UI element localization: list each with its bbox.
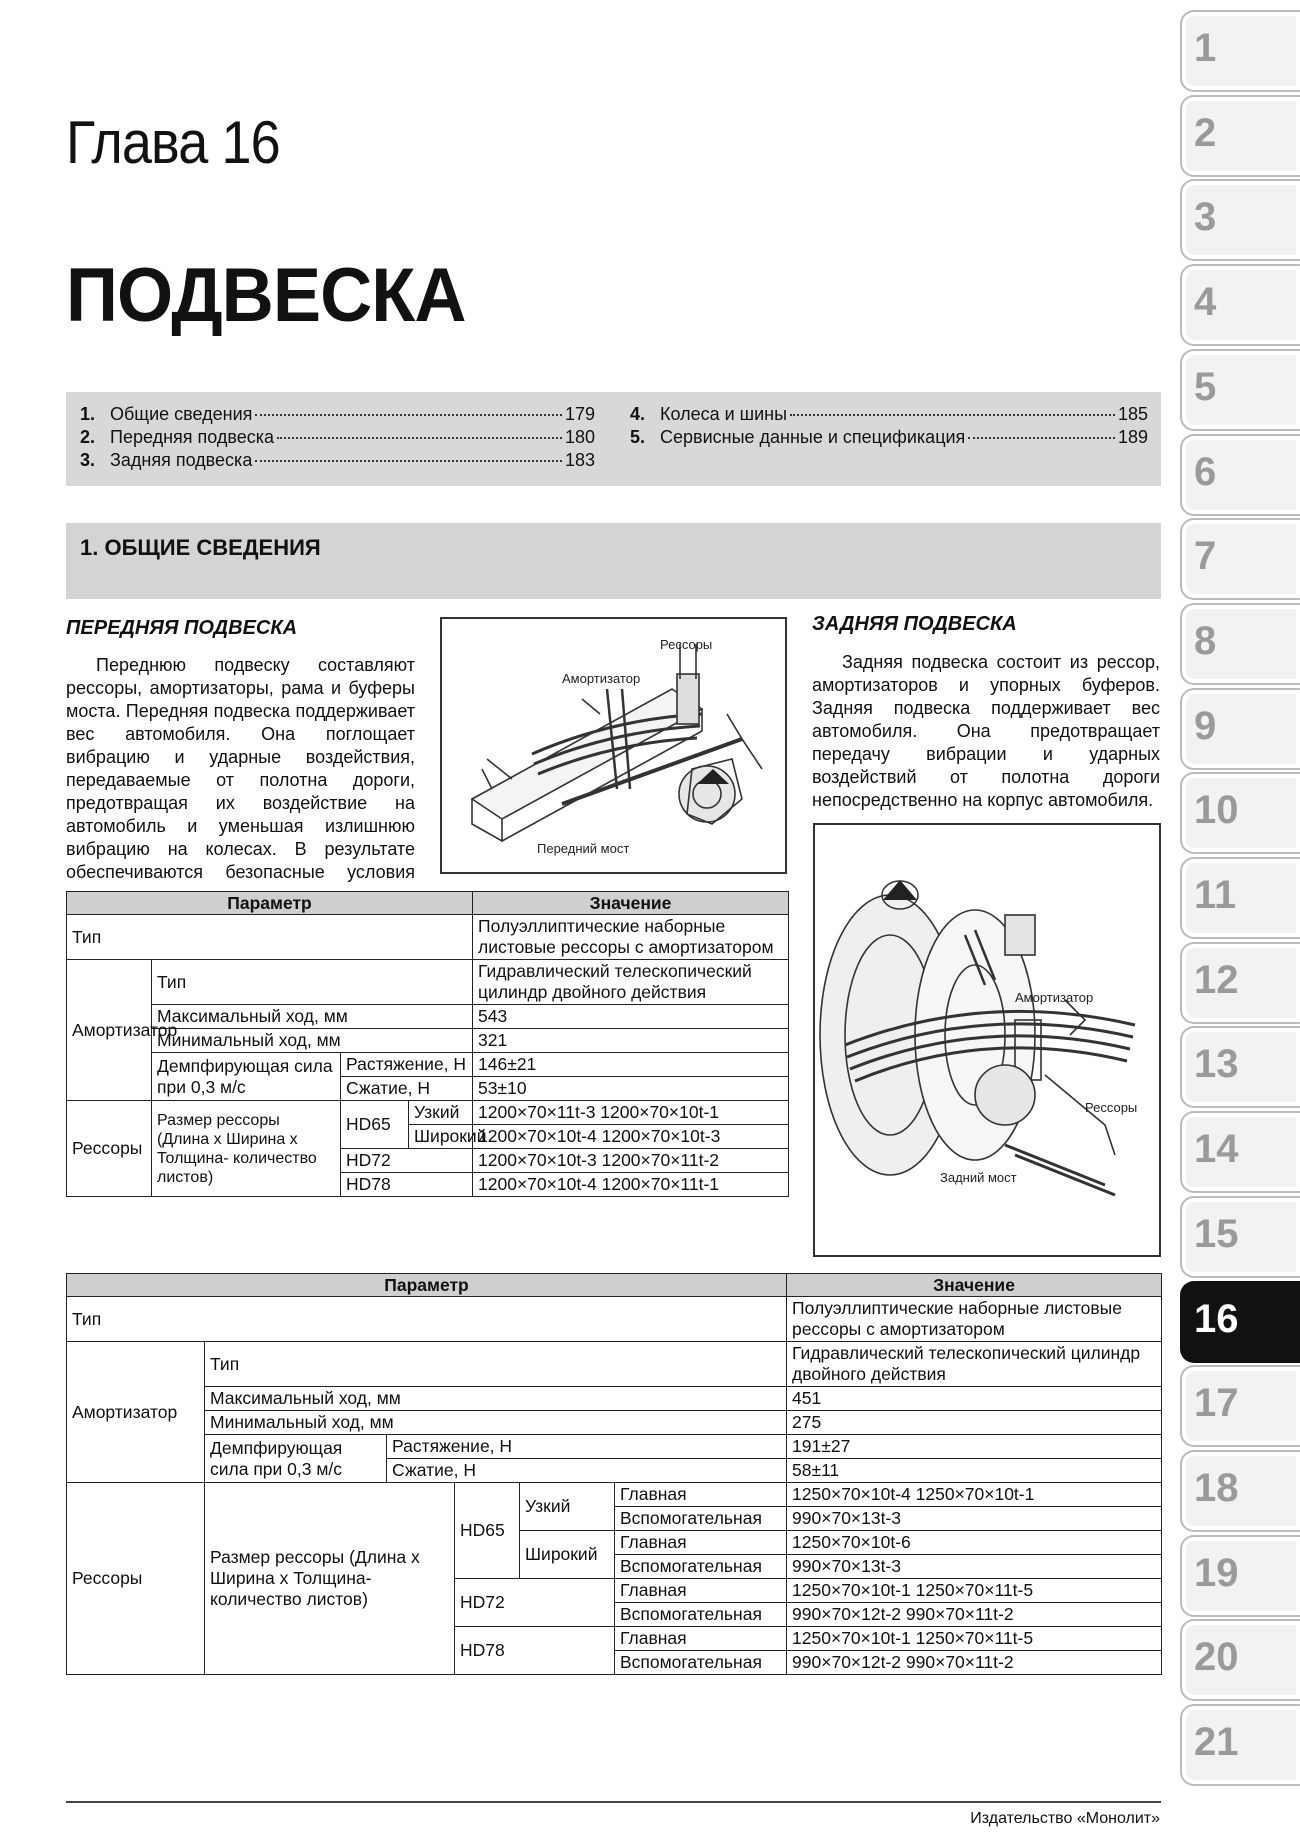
model-cell: HD78 [455, 1627, 615, 1675]
value-cell: 1200×70×10t-4 1200×70×10t-3 [473, 1125, 789, 1149]
value-cell: 990×70×12t-2 990×70×11t-2 [787, 1603, 1162, 1627]
chapter-tab-label: 16 [1194, 1296, 1239, 1341]
toc-item-number: 5. [630, 427, 646, 447]
value-cell: 990×70×12t-2 990×70×11t-2 [787, 1651, 1162, 1675]
param-cell: Тип [67, 915, 473, 960]
footer-divider [66, 1801, 1161, 1803]
param-cell: Демпфирующая сила при 0,3 м/с [205, 1435, 387, 1483]
toc-leader-dots [968, 437, 1115, 439]
chapter-tab-19[interactable] [1180, 1535, 1300, 1617]
figure-label-front-axle: Передний мост [537, 841, 630, 856]
rear-suspension-figure [813, 823, 1161, 1257]
group-cell-shock: Амортизатор [67, 1342, 205, 1483]
param-cell: Размер рессоры (Длина х Ширина х Толщина- количество листов) [152, 1101, 341, 1197]
table-row [67, 1411, 1162, 1435]
value-cell: Гидравлический телескопический цилиндр двойного действия [787, 1342, 1162, 1387]
width-cell: Широкий [520, 1531, 615, 1579]
toc-item[interactable] [630, 404, 1148, 427]
param-cell: Сжатие, Н [387, 1459, 787, 1483]
toc-item-title: Колеса и шины [660, 404, 788, 424]
model-cell: HD72 [455, 1579, 615, 1627]
toc-item-page: 183 [564, 450, 595, 470]
param-cell: Демпфирующая сила при 0,3 м/с [152, 1053, 341, 1101]
table-row [67, 1483, 1162, 1507]
chapter-tab-7[interactable] [1180, 518, 1300, 600]
leaf-type-cell: Вспомогательная [615, 1603, 787, 1627]
value-cell: 1250×70×10t-1 1250×70×11t-5 [787, 1627, 1162, 1651]
rear-suspension-heading: ЗАДНЯЯ ПОДВЕСКА [812, 613, 1017, 635]
front-suspension-heading: ПЕРЕДНЯЯ ПОДВЕСКА [66, 617, 298, 639]
chapter-tab-label: 7 [1194, 534, 1217, 579]
model-cell: HD78 [341, 1173, 473, 1197]
table-row [67, 1053, 789, 1077]
figure-label-rear-axle: Задний мост [940, 1170, 1017, 1185]
chapter-tab-2[interactable] [1180, 95, 1300, 177]
leaf-type-cell: Вспомогательная [615, 1555, 787, 1579]
toc-left-column [80, 404, 595, 473]
table-row [67, 1005, 789, 1029]
toc-item[interactable] [80, 404, 595, 427]
param-cell: Сжатие, Н [341, 1077, 473, 1101]
figure-label-springs: Рессоры [660, 637, 713, 652]
value-cell: 1200×70×10t-4 1200×70×11t-1 [473, 1173, 789, 1197]
value-cell: Полуэллиптические наборные листовые рессоры с амортизатором [787, 1297, 1162, 1342]
toc-leader-dots [255, 414, 562, 416]
chapter-toc [66, 392, 1161, 486]
chapter-tab-label: 19 [1194, 1550, 1239, 1595]
value-cell: 58±11 [787, 1459, 1162, 1483]
figure-label-shock-absorber: Амортизатор [562, 671, 641, 686]
chapter-tab-label: 13 [1194, 1042, 1239, 1087]
model-cell: HD72 [341, 1149, 473, 1173]
param-cell: Тип [205, 1342, 787, 1387]
chapter-tab-label: 14 [1194, 1127, 1239, 1172]
section-header [66, 523, 1161, 599]
toc-item[interactable] [80, 427, 595, 450]
toc-leader-dots [277, 437, 562, 439]
chapter-tab-label: 1 [1194, 26, 1217, 70]
toc-item-page: 180 [564, 427, 595, 447]
value-cell: 990×70×13t-3 [787, 1507, 1162, 1531]
figure-label-springs: Рессоры [1085, 1100, 1138, 1115]
model-cell: HD65 [341, 1101, 409, 1149]
chapter-tab-9[interactable] [1180, 688, 1300, 770]
chapter-tab-3[interactable] [1180, 179, 1300, 261]
toc-leader-dots [255, 460, 562, 462]
column-header-parameter: Параметр [67, 892, 473, 915]
table-row [67, 1342, 1162, 1387]
section-title: 1. ОБЩИЕ СВЕДЕНИЯ [80, 535, 321, 560]
table-header-row [67, 1274, 1162, 1297]
chapter-tab-label: 9 [1194, 703, 1217, 748]
param-cell: Размер рессоры (Длина х Ширина х Толщина- количество листов) [205, 1483, 455, 1675]
chapter-tab-15[interactable] [1180, 1196, 1300, 1278]
toc-item[interactable] [80, 450, 595, 473]
chapter-tab-1[interactable] [1180, 10, 1300, 92]
toc-item-title: Общие сведения [110, 404, 253, 424]
value-cell: Полуэллиптические наборные листовые рессоры с амортизатором [473, 915, 789, 960]
value-cell: 191±27 [787, 1435, 1162, 1459]
value-cell: Гидравлический телескопический цилиндр двойного действия [473, 960, 789, 1005]
param-cell: Тип [152, 960, 473, 1005]
table-row [67, 1387, 1162, 1411]
chapter-tab-17[interactable] [1180, 1365, 1300, 1447]
chapter-tab-8[interactable] [1180, 603, 1300, 685]
value-cell: 543 [473, 1005, 789, 1029]
chapter-tab-label: 11 [1194, 873, 1237, 917]
chapter-tab-16[interactable] [1180, 1281, 1300, 1363]
chapter-tab-14[interactable] [1180, 1111, 1300, 1193]
param-cell: Тип [67, 1297, 787, 1342]
leaf-type-cell: Главная [615, 1483, 787, 1507]
toc-item-title: Сервисные данные и спецификация [660, 427, 966, 447]
chapter-tab-label: 15 [1194, 1211, 1239, 1256]
chapter-tab-6[interactable] [1180, 434, 1300, 516]
toc-item-page: 179 [564, 404, 595, 424]
front-suspension-figure [440, 617, 787, 874]
chapter-tab-20[interactable] [1180, 1619, 1300, 1701]
toc-item-number: 1. [80, 404, 96, 424]
chapter-tab-5[interactable] [1180, 349, 1300, 431]
value-cell: 1200×70×11t-3 1200×70×10t-1 [473, 1101, 789, 1125]
value-cell: 146±21 [473, 1053, 789, 1077]
param-cell: Максимальный ход, мм [152, 1005, 473, 1029]
table-row [67, 1029, 789, 1053]
leaf-type-cell: Вспомогательная [615, 1651, 787, 1675]
chapter-tab-10[interactable] [1180, 772, 1300, 854]
param-cell: Растяжение, Н [387, 1435, 787, 1459]
width-cell: Широкий [409, 1125, 473, 1149]
publisher-name: Издательство «Монолит» [970, 1810, 1160, 1827]
param-cell: Минимальный ход, мм [152, 1029, 473, 1053]
rear-suspension-text: Задняя подвеска состоит из рессор, амортизаторов и упорных буферов. Задняя подвеска поддерживает вес автомобиля. Она предотвращает передачу вибрации и ударных воздействий от полотна дороги непосредственно на корпус автомобиля. [812, 652, 1160, 810]
group-cell-springs: Рессоры [67, 1483, 205, 1675]
leaf-type-cell: Главная [615, 1579, 787, 1603]
front-suspension-text: Переднюю подвеску составляют рессоры, амортизаторы, рама и буферы моста. Передняя подвеска поддерживает вес автомобиля. Она поглощает вибрацию и ударные воздействия, передаваемые от полотна дороги, предотвращая их воздействие на автомобиль и уменьшая излишнюю вибрацию на колесах. В результате обеспечиваются безопасные условия [66, 655, 415, 882]
toc-item-page: 189 [1117, 427, 1148, 447]
toc-leader-dots [790, 414, 1115, 416]
table-header-row [67, 892, 789, 915]
leaf-type-cell: Главная [615, 1531, 787, 1555]
chapter-tab-label: 12 [1194, 957, 1239, 1002]
chapter-tab-label: 10 [1194, 788, 1239, 833]
toc-item[interactable] [630, 427, 1148, 450]
width-cell: Узкий [520, 1483, 615, 1531]
chapter-tab-label: 21 [1194, 1720, 1239, 1764]
value-cell: 275 [787, 1411, 1162, 1435]
chapter-tab-label: 8 [1194, 618, 1217, 663]
column-header-parameter: Параметр [67, 1274, 787, 1297]
toc-item-page: 185 [1117, 404, 1148, 424]
chapter-tab-21[interactable] [1180, 1704, 1300, 1786]
column-header-value: Значение [787, 1274, 1162, 1297]
front-suspension-drawing [442, 619, 785, 872]
value-cell: 451 [787, 1387, 1162, 1411]
toc-item-number: 2. [80, 427, 96, 447]
value-cell: 1250×70×10t-6 [787, 1531, 1162, 1555]
table-row [67, 1101, 789, 1125]
value-cell: 1250×70×10t-4 1250×70×10t-1 [787, 1483, 1162, 1507]
value-cell: 1200×70×10t-3 1200×70×11t-2 [473, 1149, 789, 1173]
param-cell: Минимальный ход, мм [205, 1411, 787, 1435]
column-header-value: Значение [473, 892, 789, 915]
chapter-tab-18[interactable] [1180, 1450, 1300, 1532]
value-cell: 53±10 [473, 1077, 789, 1101]
toc-item-number: 4. [630, 404, 646, 424]
group-cell-springs: Рессоры [67, 1101, 152, 1197]
value-cell: 990×70×13t-3 [787, 1555, 1162, 1579]
chapter-tab-label: 2 [1194, 110, 1217, 155]
param-cell: Растяжение, Н [341, 1053, 473, 1077]
toc-item-title: Задняя подвеска [110, 450, 253, 470]
chapter-tab-label: 20 [1194, 1635, 1239, 1680]
rear-suspension-drawing [815, 825, 1159, 1255]
rear-suspension-spec-table [66, 1273, 1162, 1675]
table-row [67, 915, 789, 960]
chapter-tab-11[interactable] [1180, 857, 1300, 939]
toc-item-number: 3. [80, 450, 96, 470]
chapter-tab-label: 5 [1194, 364, 1217, 409]
param-cell: Максимальный ход, мм [205, 1387, 787, 1411]
value-cell: 321 [473, 1029, 789, 1053]
table-row [67, 1297, 1162, 1342]
chapter-tab-label: 18 [1194, 1465, 1239, 1510]
group-cell-shock: Амортизатор [67, 960, 152, 1101]
table-row [67, 1435, 1162, 1459]
chapter-tab-12[interactable] [1180, 942, 1300, 1024]
value-cell: 1250×70×10t-1 1250×70×11t-5 [787, 1579, 1162, 1603]
chapter-tab-label: 3 [1194, 195, 1217, 240]
chapter-number: Глава 16 [66, 109, 280, 176]
figure-label-shock-absorber: Амортизатор [1015, 990, 1094, 1005]
table-row [67, 960, 789, 1005]
leaf-type-cell: Главная [615, 1627, 787, 1651]
chapter-title: ПОДВЕСКА [66, 253, 466, 338]
chapter-tab-13[interactable] [1180, 1026, 1300, 1108]
width-cell: Узкий [409, 1101, 473, 1125]
toc-right-column [630, 404, 1148, 450]
leaf-type-cell: Вспомогательная [615, 1507, 787, 1531]
chapter-tab-label: 4 [1194, 280, 1217, 325]
chapter-tab-label: 6 [1194, 449, 1217, 494]
toc-item-title: Передняя подвеска [110, 427, 275, 447]
front-suspension-spec-table [66, 891, 789, 1197]
model-cell: HD65 [455, 1483, 520, 1579]
chapter-tab-4[interactable] [1180, 264, 1300, 346]
chapter-tab-label: 17 [1194, 1381, 1239, 1426]
